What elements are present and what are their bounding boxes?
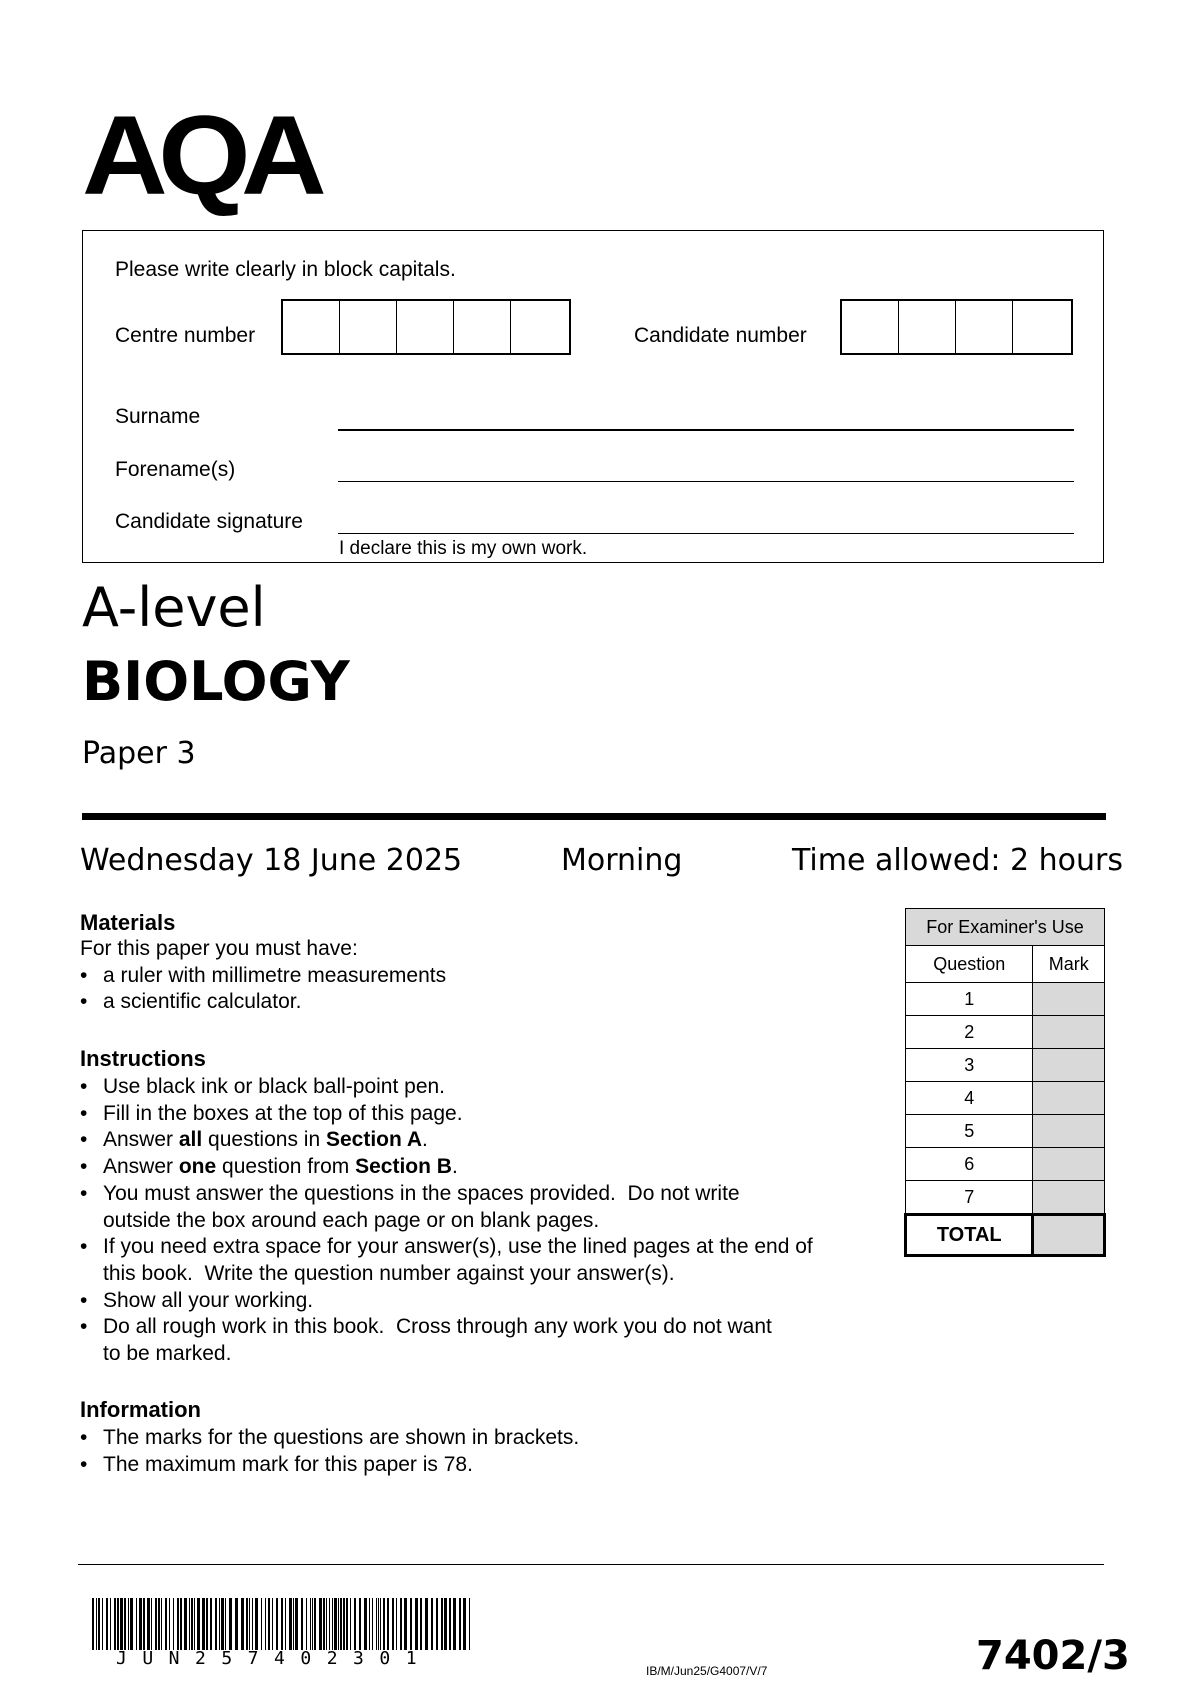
instructions-heading: Instructions xyxy=(80,1046,206,1071)
total-row xyxy=(906,1215,1105,1256)
barcode-bar xyxy=(210,1598,212,1650)
barcode-bar xyxy=(420,1598,422,1650)
barcode-bar xyxy=(143,1598,145,1650)
barcode-bar xyxy=(410,1598,412,1650)
barcode-bar xyxy=(265,1598,266,1650)
barcode-bar xyxy=(117,1598,119,1650)
barcode-bar xyxy=(124,1598,126,1650)
centre-number-label: Centre number xyxy=(115,324,256,347)
barcode-bar xyxy=(383,1598,385,1650)
barcode-bar xyxy=(293,1598,294,1650)
question-number: 1 xyxy=(906,983,1033,1016)
centre-number-digit[interactable] xyxy=(511,301,568,353)
mark-cell xyxy=(1033,1049,1105,1082)
barcode-bar xyxy=(404,1598,407,1650)
barcode-bar xyxy=(310,1598,311,1650)
table-row xyxy=(906,1115,1105,1148)
barcode-bar xyxy=(128,1598,129,1650)
barcode-bar xyxy=(229,1598,232,1650)
total-label: TOTAL xyxy=(906,1215,1033,1256)
barcode-bar xyxy=(285,1598,286,1650)
barcode-bar xyxy=(268,1598,270,1650)
barcode-bar xyxy=(392,1598,394,1650)
barcode-bar xyxy=(194,1598,195,1650)
barcode-bar xyxy=(102,1598,103,1650)
list-item: • a ruler with millimetre measurements xyxy=(80,963,870,990)
candidate-number-digit[interactable] xyxy=(1013,301,1070,353)
divider-rule xyxy=(82,813,1106,820)
total-mark-cell xyxy=(1033,1215,1105,1256)
barcode-bar xyxy=(314,1598,316,1650)
barcode-bar xyxy=(276,1598,278,1650)
list-item: • The marks for the questions are shown in brackets. xyxy=(80,1425,880,1452)
barcode xyxy=(92,1598,474,1650)
barcode-bar xyxy=(346,1598,348,1650)
barcode-bar xyxy=(120,1598,123,1650)
list-item: • Answer all questions in Section A. xyxy=(80,1127,880,1154)
barcode-bar xyxy=(184,1598,187,1650)
table-row xyxy=(906,1082,1105,1115)
barcode-bar xyxy=(340,1598,342,1650)
mark-cell xyxy=(1033,1148,1105,1181)
barcode-bar xyxy=(463,1598,466,1650)
surname-field[interactable] xyxy=(338,429,1074,431)
barcode-bar xyxy=(332,1598,333,1650)
barcode-bar xyxy=(453,1598,456,1650)
centre-number-digit[interactable] xyxy=(340,301,397,353)
barcode-bar xyxy=(436,1598,438,1650)
list-item: • Fill in the boxes at the top of this page. xyxy=(80,1101,880,1128)
barcode-bar xyxy=(343,1598,345,1650)
barcode-bar xyxy=(350,1598,351,1650)
qualification-level: A-level xyxy=(82,576,266,639)
barcode-bar xyxy=(301,1598,303,1650)
barcode-bar xyxy=(387,1598,389,1650)
barcode-bar xyxy=(289,1598,292,1650)
instructions-list xyxy=(80,1074,880,1368)
information-section xyxy=(80,1397,880,1478)
barcode-bar xyxy=(449,1598,451,1650)
list-item: • a scientific calculator. xyxy=(80,989,870,1016)
table-row xyxy=(906,983,1105,1016)
question-number: 5 xyxy=(906,1115,1033,1148)
barcode-bar xyxy=(225,1598,226,1650)
barcode-bar xyxy=(261,1598,262,1650)
barcode-bar xyxy=(136,1598,137,1650)
candidate-number-boxes[interactable] xyxy=(840,299,1073,355)
paper-code: 7402/3 xyxy=(976,1633,1130,1679)
barcode-bar xyxy=(369,1598,370,1650)
instructions-section xyxy=(80,1046,880,1368)
barcode-bar xyxy=(323,1598,325,1650)
paper-reference: IB/M/Jun25/G4007/V/7 xyxy=(646,1664,768,1678)
materials-section xyxy=(80,910,870,1016)
barcode-bar xyxy=(106,1598,108,1650)
barcode-bar xyxy=(380,1598,381,1650)
barcode-bar xyxy=(110,1598,111,1650)
barcode-bar xyxy=(114,1598,116,1650)
list-item: • Answer one question from Section B. xyxy=(80,1154,880,1181)
barcode-bar xyxy=(359,1598,361,1650)
table-row xyxy=(906,1181,1105,1215)
surname-label: Surname xyxy=(115,405,201,428)
barcode-bar xyxy=(378,1598,379,1650)
barcode-bar xyxy=(215,1598,217,1650)
barcode-bar xyxy=(177,1598,179,1650)
barcode-bar xyxy=(295,1598,298,1650)
list-item: • Use black ink or black ball-point pen. xyxy=(80,1074,880,1101)
barcode-bar xyxy=(161,1598,162,1650)
mark-column-header: Mark xyxy=(1033,946,1105,983)
barcode-bar xyxy=(151,1598,152,1650)
question-number: 6 xyxy=(906,1148,1033,1181)
barcode-bar xyxy=(459,1598,461,1650)
barcode-bar xyxy=(155,1598,157,1650)
barcode-bar xyxy=(221,1598,224,1650)
table-row xyxy=(906,1148,1105,1181)
question-number: 7 xyxy=(906,1181,1033,1215)
barcode-bar xyxy=(255,1598,258,1650)
question-number: 2 xyxy=(906,1016,1033,1049)
barcode-bar xyxy=(272,1598,273,1650)
exam-session: Morning xyxy=(561,843,683,878)
materials-heading: Materials xyxy=(80,910,176,935)
barcode-bar xyxy=(191,1598,193,1650)
footer-divider xyxy=(78,1564,1104,1565)
barcode-bar xyxy=(319,1598,322,1650)
forename-field[interactable] xyxy=(338,481,1074,482)
mark-cell xyxy=(1033,1181,1105,1215)
exam-date: Wednesday 18 June 2025 xyxy=(80,843,463,878)
list-item: • If you need extra space for your answer(s), use the lined pages at the end of this book. Write the question number against your answer(s). xyxy=(80,1234,880,1287)
subject-title: BIOLOGY xyxy=(82,650,350,713)
barcode-bar xyxy=(130,1598,133,1650)
table-row xyxy=(906,1016,1105,1049)
block-capitals-instruction: Please write clearly in block capitals. xyxy=(115,258,456,281)
barcode-bar xyxy=(249,1598,250,1650)
barcode-bar xyxy=(252,1598,253,1650)
barcode-bar xyxy=(338,1598,339,1650)
barcode-bar xyxy=(165,1598,167,1650)
barcode-bar xyxy=(189,1598,190,1650)
signature-label: Candidate signature xyxy=(115,510,303,533)
barcode-bar xyxy=(197,1598,200,1650)
barcode-bar xyxy=(180,1598,182,1650)
list-item: • Do all rough work in this book. Cross through any work you do not want to be marked. xyxy=(80,1314,880,1367)
examiners-use-table xyxy=(904,908,1106,1257)
barcode-bar xyxy=(281,1598,283,1650)
list-item: • You must answer the questions in the spaces provided. Do not write outside the box around each page or on blank pages. xyxy=(80,1181,880,1234)
centre-number-boxes[interactable] xyxy=(281,299,571,355)
barcode-bar xyxy=(364,1598,367,1650)
barcode-bar xyxy=(173,1598,174,1650)
signature-field[interactable] xyxy=(338,533,1074,534)
mark-cell xyxy=(1033,1115,1105,1148)
barcode-bar xyxy=(98,1598,100,1650)
information-list xyxy=(80,1425,880,1478)
declaration-text: I declare this is my own work. xyxy=(339,538,588,559)
centre-number-digit[interactable] xyxy=(454,301,511,353)
question-column-header: Question xyxy=(906,946,1033,983)
barcode-bar xyxy=(306,1598,307,1650)
barcode-bar xyxy=(372,1598,373,1650)
barcode-bar xyxy=(206,1598,208,1650)
barcode-bar xyxy=(219,1598,220,1650)
barcode-bar xyxy=(92,1598,94,1650)
candidate-number-digit[interactable] xyxy=(842,301,899,353)
barcode-bar xyxy=(441,1598,443,1650)
barcode-digits: JUN257402301 xyxy=(116,1648,433,1669)
barcode-bar xyxy=(241,1598,244,1650)
barcode-bar xyxy=(400,1598,402,1650)
list-item: • The maximum mark for this paper is 78. xyxy=(80,1452,880,1479)
aqa-logo: AQA xyxy=(82,93,318,218)
candidate-number-digit[interactable] xyxy=(899,301,956,353)
list-item: • Show all your working. xyxy=(80,1288,880,1315)
candidate-number-label: Candidate number xyxy=(634,324,807,347)
barcode-bar xyxy=(158,1598,160,1650)
barcode-bar xyxy=(169,1598,170,1650)
table-row xyxy=(906,1049,1105,1082)
forename-label: Forename(s) xyxy=(115,458,236,481)
barcode-bar xyxy=(202,1598,205,1650)
barcode-bar xyxy=(376,1598,377,1650)
mark-cell xyxy=(1033,983,1105,1016)
barcode-bar xyxy=(425,1598,428,1650)
paper-number: Paper 3 xyxy=(82,736,196,771)
barcode-bar xyxy=(334,1598,337,1650)
barcode-bar xyxy=(326,1598,327,1650)
question-number: 4 xyxy=(906,1082,1033,1115)
barcode-bar xyxy=(396,1598,397,1650)
barcode-bar xyxy=(431,1598,433,1650)
barcode-bar xyxy=(444,1598,447,1650)
time-allowed: Time allowed: 2 hours xyxy=(792,843,1124,878)
centre-number-digit[interactable] xyxy=(283,301,340,353)
barcode-bar xyxy=(415,1598,418,1650)
barcode-bar xyxy=(139,1598,142,1650)
information-heading: Information xyxy=(80,1397,201,1422)
barcode-bar xyxy=(235,1598,238,1650)
centre-number-digit[interactable] xyxy=(397,301,454,353)
barcode-bar xyxy=(246,1598,248,1650)
examiners-use-title: For Examiner's Use xyxy=(906,909,1105,946)
mark-cell xyxy=(1033,1016,1105,1049)
materials-intro: For this paper you must have: xyxy=(80,937,358,960)
mark-cell xyxy=(1033,1082,1105,1115)
barcode-bar xyxy=(329,1598,330,1650)
question-number: 3 xyxy=(906,1049,1033,1082)
barcode-bar xyxy=(354,1598,356,1650)
barcode-bar xyxy=(469,1598,470,1650)
candidate-number-digit[interactable] xyxy=(956,301,1013,353)
materials-list xyxy=(80,963,870,1016)
barcode-bar xyxy=(96,1598,97,1650)
barcode-bar xyxy=(147,1598,150,1650)
barcode-bar xyxy=(312,1598,313,1650)
